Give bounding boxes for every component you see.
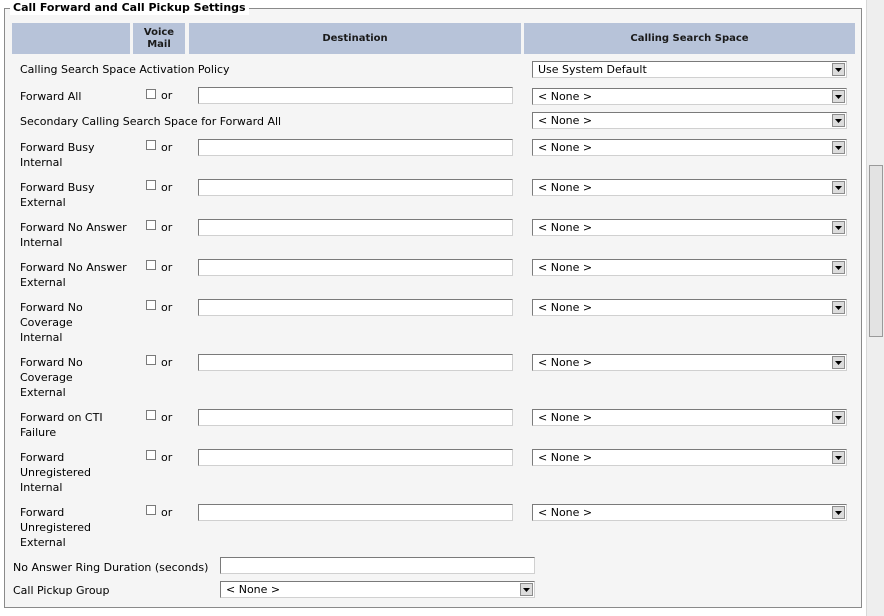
forward-no-answer-internal-css-value: < None > [538,221,593,234]
or-label: or [161,141,173,154]
chevron-down-icon[interactable] [832,90,845,103]
forward-unregistered-internal-label: Forward Unregistered Internal [20,451,91,494]
forward-unregistered-external-destination-input[interactable] [198,504,513,521]
chevron-down-icon[interactable] [832,451,845,464]
forward-on-cti-failure-voicemail-checkbox[interactable] [146,410,156,420]
forward-no-answer-external-destination-input[interactable] [198,259,513,276]
forward-unregistered-internal-css-value: < None > [538,451,593,464]
forward-unregistered-external-label: Forward Unregistered External [20,506,91,549]
forward-no-coverage-external-destination-input[interactable] [198,354,513,371]
forward-on-cti-failure-css-select[interactable] [532,409,847,426]
forward-no-coverage-internal-css-select[interactable] [532,299,847,316]
forward-busy-internal-destination-input[interactable] [198,139,513,156]
forward-unregistered-external-voicemail-checkbox[interactable] [146,505,156,515]
forward-no-answer-internal-destination-input[interactable] [198,219,513,236]
header-label-column [12,23,130,54]
forward-no-coverage-external-css-value: < None > [538,356,593,369]
forward-busy-external-destination-input[interactable] [198,179,513,196]
or-label: or [161,261,173,274]
chevron-down-icon[interactable] [832,301,845,314]
activation-policy-label: Calling Search Space Activation Policy [20,63,230,76]
section-title: Call Forward and Call Pickup Settings [10,1,249,15]
activation-policy-value: Use System Default [538,63,647,76]
or-label: or [161,89,173,102]
chevron-down-icon[interactable] [832,141,845,154]
chevron-down-icon[interactable] [832,181,845,194]
ring-duration-label: No Answer Ring Duration (seconds) [13,561,209,574]
chevron-down-icon[interactable] [832,506,845,519]
or-label: or [161,411,173,424]
forward-unregistered-internal-destination-input[interactable] [198,449,513,466]
forward-busy-external-voicemail-checkbox[interactable] [146,180,156,190]
forward-no-coverage-external-voicemail-checkbox[interactable] [146,355,156,365]
chevron-down-icon[interactable] [520,583,533,596]
call-pickup-group-select[interactable] [220,581,535,598]
forward-no-coverage-internal-voicemail-checkbox[interactable] [146,300,156,310]
forward-no-coverage-internal-css-value: < None > [538,301,593,314]
header-destination: Destination [189,23,521,54]
secondary-css-label: Secondary Calling Search Space for Forward All [20,115,282,128]
forward-unregistered-external-css-value: < None > [538,506,593,519]
secondary-css-value: < None > [538,114,593,127]
forward-busy-internal-voicemail-checkbox[interactable] [146,140,156,150]
forward-on-cti-failure-label: Forward on CTI Failure [20,411,103,439]
call-pickup-group-label: Call Pickup Group [13,584,110,597]
chevron-down-icon[interactable] [832,356,845,369]
forward-no-answer-external-label: Forward No Answer External [20,261,127,289]
forward-busy-internal-css-value: < None > [538,141,593,154]
forward-unregistered-internal-voicemail-checkbox[interactable] [146,450,156,460]
vertical-scrollbar[interactable] [866,0,884,616]
chevron-down-icon[interactable] [832,63,845,76]
forward-all-voicemail-checkbox[interactable] [146,89,156,99]
forward-no-answer-external-voicemail-checkbox[interactable] [146,260,156,270]
or-label: or [161,221,173,234]
forward-no-answer-internal-voicemail-checkbox[interactable] [146,220,156,230]
scrollbar-thumb[interactable] [869,165,883,337]
forward-no-answer-external-css-value: < None > [538,261,593,274]
chevron-down-icon[interactable] [832,114,845,127]
forward-busy-internal-css-select[interactable] [532,139,847,156]
forward-on-cti-failure-destination-input[interactable] [198,409,513,426]
header-calling-search-space: Calling Search Space [524,23,855,54]
forward-no-coverage-internal-label: Forward No Coverage Internal [20,301,83,344]
forward-all-css-select[interactable] [532,88,847,105]
forward-no-coverage-external-css-select[interactable] [532,354,847,371]
forward-unregistered-internal-css-select[interactable] [532,449,847,466]
header-voice-mail: Voice Mail [133,23,185,54]
ring-duration-input[interactable] [220,557,535,574]
forward-no-answer-internal-css-select[interactable] [532,219,847,236]
chevron-down-icon[interactable] [832,221,845,234]
chevron-down-icon[interactable] [832,261,845,274]
forward-busy-external-css-value: < None > [538,181,593,194]
forward-all-destination-input[interactable] [198,87,513,104]
call-pickup-group-value: < None > [226,583,281,596]
secondary-css-select[interactable] [532,112,847,129]
forward-all-css-value: < None > [538,90,593,103]
forward-no-answer-internal-label: Forward No Answer Internal [20,221,127,249]
forward-no-answer-external-css-select[interactable] [532,259,847,276]
or-label: or [161,506,173,519]
forward-no-coverage-internal-destination-input[interactable] [198,299,513,316]
activation-policy-select[interactable] [532,61,847,78]
or-label: or [161,301,173,314]
chevron-down-icon[interactable] [832,411,845,424]
forward-all-label: Forward All [20,90,82,103]
forward-busy-external-label: Forward Busy External [20,181,95,209]
forward-no-coverage-external-label: Forward No Coverage External [20,356,83,399]
forward-unregistered-external-css-select[interactable] [532,504,847,521]
or-label: or [161,181,173,194]
forward-busy-external-css-select[interactable] [532,179,847,196]
or-label: or [161,451,173,464]
forward-on-cti-failure-css-value: < None > [538,411,593,424]
forward-busy-internal-label: Forward Busy Internal [20,141,95,169]
or-label: or [161,356,173,369]
